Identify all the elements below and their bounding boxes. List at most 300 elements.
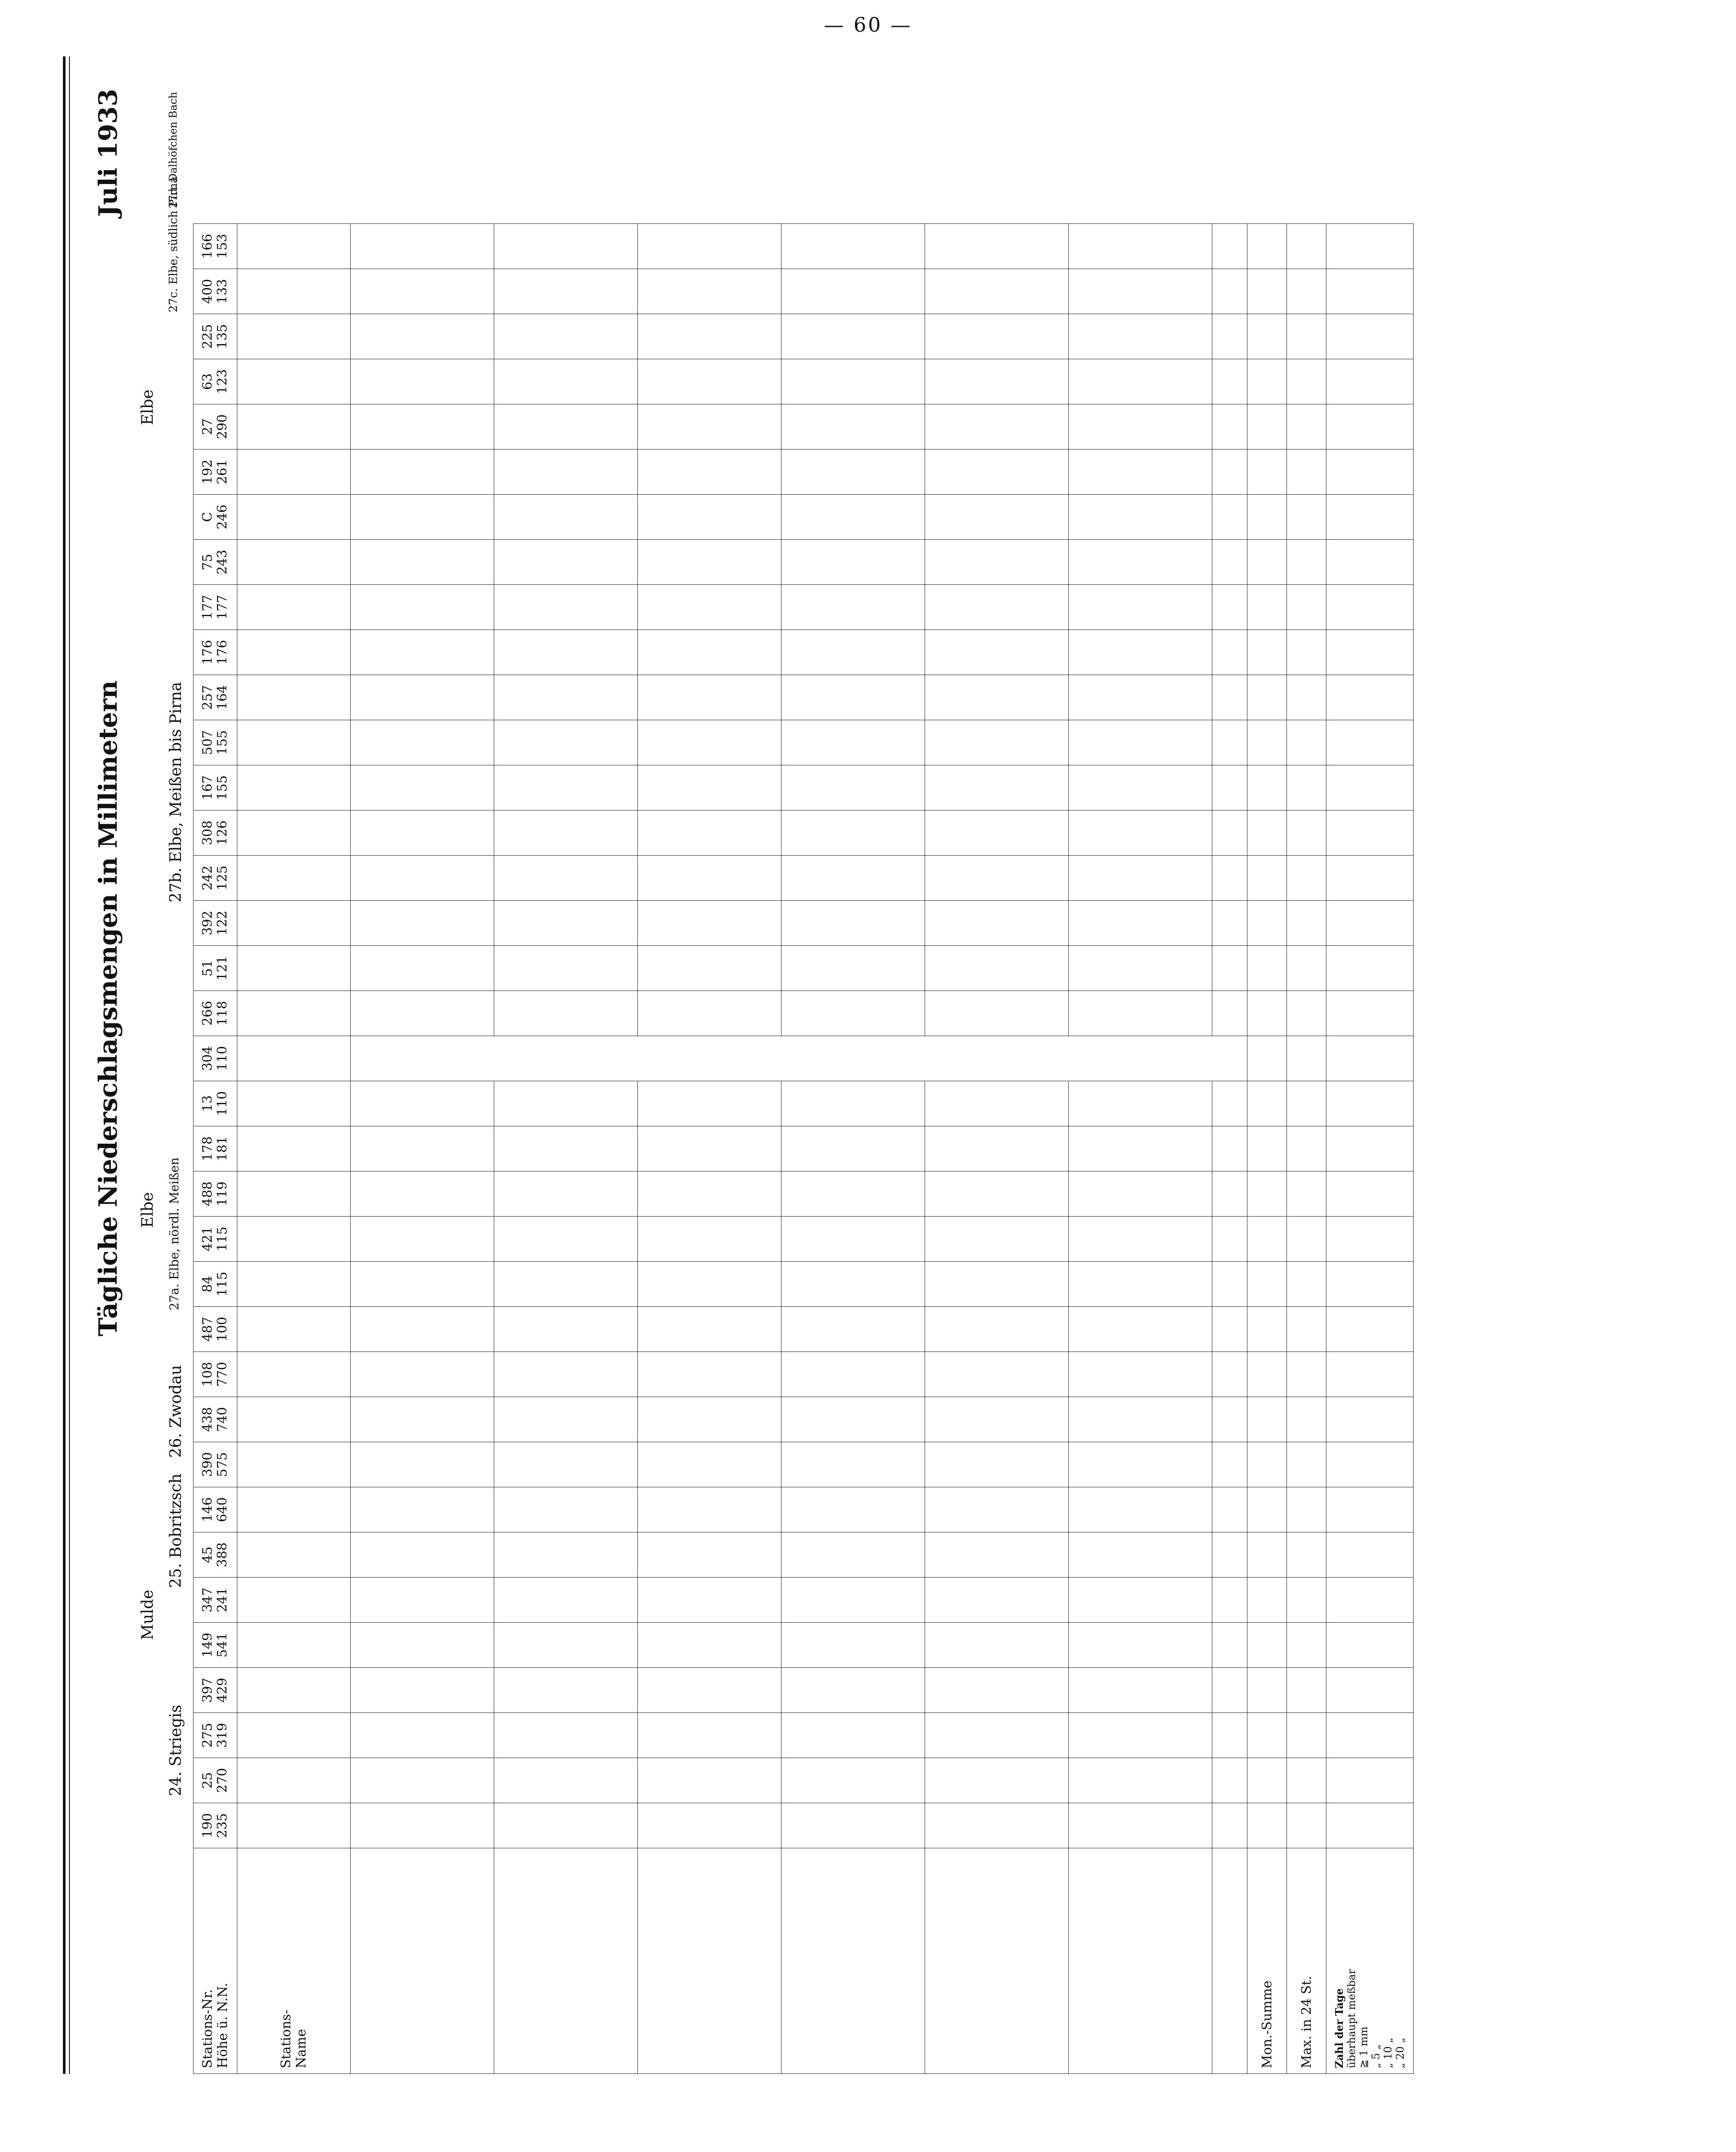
daily-values-cell bbox=[925, 585, 1069, 630]
subgroup-striegis: 24. Striegis bbox=[167, 1705, 185, 1796]
daily-values-cell bbox=[638, 224, 781, 269]
daily-values-cell bbox=[781, 946, 925, 991]
count-rows: überhaupt meßbar ≧ 1 mm „ 5 „ „ 10 „ „ 20 „ bbox=[1345, 1969, 1406, 2068]
daily-values-cell bbox=[781, 1487, 925, 1532]
daily-values-cell bbox=[1212, 1126, 1247, 1171]
daily-values-cell bbox=[1212, 991, 1247, 1036]
group-elbe-2: Elbe bbox=[139, 389, 157, 425]
daily-values-cell bbox=[351, 1442, 494, 1487]
max-24h-cell bbox=[1287, 359, 1326, 404]
daily-values-cell bbox=[781, 1623, 925, 1668]
daily-values-cell bbox=[351, 630, 494, 675]
daily-values-cell bbox=[638, 1126, 781, 1171]
daily-values-cell bbox=[638, 675, 781, 720]
daily-values-cell bbox=[494, 314, 638, 359]
station-nr-cell: 192 261 bbox=[194, 449, 237, 495]
day-count-cell bbox=[1326, 224, 1414, 269]
day-count-cell bbox=[1326, 630, 1414, 675]
daily-values-cell bbox=[351, 1397, 494, 1442]
daily-values-cell bbox=[638, 630, 781, 675]
station-name-cell bbox=[237, 585, 351, 630]
daily-values-cell bbox=[351, 1352, 494, 1397]
daily-values-cell bbox=[781, 1397, 925, 1442]
row-label-count bbox=[1326, 1848, 1414, 2074]
daily-values-cell bbox=[925, 765, 1069, 810]
daily-values-cell bbox=[925, 1126, 1069, 1171]
daily-values-cell bbox=[1212, 630, 1247, 675]
daily-values-cell bbox=[638, 856, 781, 901]
daily-values-cell bbox=[351, 1487, 494, 1532]
monthly-sum-cell bbox=[1247, 1713, 1287, 1758]
daily-values-cell bbox=[925, 449, 1069, 495]
daily-values-cell bbox=[494, 404, 638, 449]
subgroup-elbe-b: 27b. Elbe, Meißen bis Pirna bbox=[167, 682, 185, 902]
day-count-cell bbox=[1326, 540, 1414, 585]
daily-values-cell bbox=[925, 495, 1069, 540]
daily-values-cell bbox=[781, 1126, 925, 1171]
daily-values-cell bbox=[351, 1713, 494, 1758]
day-count-cell bbox=[1326, 1668, 1414, 1713]
daily-values-cell bbox=[1069, 1803, 1212, 1848]
monthly-sum-cell bbox=[1247, 1487, 1287, 1532]
day-count-cell bbox=[1326, 991, 1414, 1036]
daily-values-cell bbox=[351, 946, 494, 991]
daily-values-cell bbox=[1212, 1713, 1247, 1758]
daily-values-cell bbox=[638, 1713, 781, 1758]
daily-values-cell bbox=[494, 856, 638, 901]
daily-values-cell bbox=[1069, 1081, 1212, 1126]
daily-values-cell bbox=[925, 991, 1069, 1036]
daily-values-cell bbox=[925, 720, 1069, 765]
daily-values-cell bbox=[1212, 1803, 1247, 1848]
station-name-cell bbox=[237, 810, 351, 856]
subgroup-elbe-c: 27c. Elbe, südlich Pirna bbox=[167, 176, 180, 312]
daily-values-cell bbox=[781, 540, 925, 585]
daily-values-cell bbox=[781, 1758, 925, 1803]
daily-values-cell bbox=[494, 720, 638, 765]
station-nr-cell: 84 115 bbox=[194, 1262, 237, 1307]
max-24h-cell bbox=[1287, 901, 1326, 946]
daily-values-cell bbox=[925, 1171, 1069, 1217]
max-24h-cell bbox=[1287, 1352, 1326, 1397]
daily-values-cell bbox=[494, 449, 638, 495]
station-nr-cell: 392 122 bbox=[194, 901, 237, 946]
max-24h-cell bbox=[1287, 1487, 1326, 1532]
max-24h-cell bbox=[1287, 1758, 1326, 1803]
day-count-cell bbox=[1326, 1623, 1414, 1668]
max-24h-cell bbox=[1287, 585, 1326, 630]
day-count-cell bbox=[1326, 810, 1414, 856]
group-mulde: Mulde bbox=[139, 1590, 157, 1640]
station-nr-cell: 390 575 bbox=[194, 1442, 237, 1487]
daily-values-cell bbox=[351, 314, 494, 359]
daily-values-cell bbox=[494, 675, 638, 720]
page-number: — 60 — bbox=[824, 13, 912, 36]
daily-values-cell bbox=[494, 1803, 638, 1848]
monthly-sum-cell bbox=[1247, 1758, 1287, 1803]
daily-values-cell bbox=[925, 540, 1069, 585]
station-nr-cell: 178 181 bbox=[194, 1126, 237, 1171]
monthly-sum-cell bbox=[1247, 675, 1287, 720]
daily-values-cell bbox=[351, 1126, 494, 1171]
monthly-sum-cell bbox=[1247, 1803, 1287, 1848]
daily-values-cell bbox=[638, 495, 781, 540]
daily-values-cell bbox=[351, 269, 494, 314]
station-name-cell bbox=[237, 1668, 351, 1713]
rotated-table-canvas bbox=[63, 0, 1736, 2074]
daily-values-cell bbox=[494, 1487, 638, 1532]
station-name-cell bbox=[237, 901, 351, 946]
daily-values-cell bbox=[781, 1668, 925, 1713]
station-name-cell bbox=[237, 1262, 351, 1307]
daily-values-cell bbox=[1212, 946, 1247, 991]
daily-values-cell bbox=[351, 1668, 494, 1713]
daily-values-cell bbox=[925, 1532, 1069, 1578]
daily-values-cell bbox=[638, 1307, 781, 1352]
daily-values-cell bbox=[1069, 946, 1212, 991]
day-count-cell bbox=[1326, 675, 1414, 720]
daily-values-cell bbox=[1069, 359, 1212, 404]
daily-values-cell bbox=[638, 946, 781, 991]
station-name-cell bbox=[237, 224, 351, 269]
daily-values-cell bbox=[638, 1217, 781, 1262]
station-name-cell bbox=[237, 946, 351, 991]
monthly-sum-cell bbox=[1247, 1217, 1287, 1262]
daily-values-cell bbox=[638, 765, 781, 810]
daily-values-cell bbox=[638, 1623, 781, 1668]
max-24h-cell bbox=[1287, 1171, 1326, 1217]
daily-values-cell bbox=[1212, 359, 1247, 404]
max-24h-cell bbox=[1287, 1036, 1326, 1081]
max-24h-cell bbox=[1287, 991, 1326, 1036]
daily-values-cell bbox=[638, 1262, 781, 1307]
monthly-sum-cell bbox=[1247, 1352, 1287, 1397]
station-name-cell bbox=[237, 1081, 351, 1126]
daily-values-cell bbox=[1069, 765, 1212, 810]
monthly-sum-cell bbox=[1247, 404, 1287, 449]
daily-values-cell bbox=[1069, 1623, 1212, 1668]
station-nr-cell: 108 770 bbox=[194, 1352, 237, 1397]
daily-values-cell bbox=[1212, 449, 1247, 495]
daily-values-cell bbox=[925, 1217, 1069, 1262]
top-rule-thin bbox=[69, 56, 70, 2074]
day-count-cell bbox=[1326, 946, 1414, 991]
station-name-cell bbox=[237, 359, 351, 404]
station-nr-cell: 397 429 bbox=[194, 1668, 237, 1713]
daily-values-cell bbox=[781, 314, 925, 359]
daily-values-cell bbox=[638, 1803, 781, 1848]
daily-values-cell bbox=[781, 1217, 925, 1262]
table-row bbox=[1326, 224, 1414, 2074]
station-name-cell bbox=[237, 1307, 351, 1352]
max-24h-cell bbox=[1287, 1442, 1326, 1487]
daily-values-cell bbox=[1069, 1578, 1212, 1623]
daily-values-cell bbox=[494, 1126, 638, 1171]
station-name-cell bbox=[237, 1623, 351, 1668]
station-nr-cell: 25 270 bbox=[194, 1758, 237, 1803]
max-24h-cell bbox=[1287, 1578, 1326, 1623]
day-count-cell bbox=[1326, 1262, 1414, 1307]
daily-values-cell bbox=[781, 1262, 925, 1307]
daily-values-cell bbox=[351, 810, 494, 856]
daily-values-cell bbox=[494, 810, 638, 856]
station-name-cell bbox=[237, 269, 351, 314]
daily-values-cell bbox=[1069, 1352, 1212, 1397]
daily-values-cell bbox=[1212, 1487, 1247, 1532]
daily-values-cell bbox=[1212, 810, 1247, 856]
daily-values-cell bbox=[638, 901, 781, 946]
daily-values-cell bbox=[781, 495, 925, 540]
daily-values-cell bbox=[1069, 810, 1212, 856]
max-24h-cell bbox=[1287, 449, 1326, 495]
day-count-cell bbox=[1326, 1487, 1414, 1532]
daily-values-cell bbox=[925, 1623, 1069, 1668]
daily-values-cell bbox=[925, 630, 1069, 675]
daily-values-cell bbox=[351, 1623, 494, 1668]
station-name-cell bbox=[237, 1487, 351, 1532]
daily-values-cell bbox=[1069, 1126, 1212, 1171]
daily-values-cell bbox=[925, 1578, 1069, 1623]
daily-values-cell bbox=[638, 540, 781, 585]
daily-values-cell bbox=[351, 585, 494, 630]
station-name-cell bbox=[237, 1217, 351, 1262]
day-number-group bbox=[494, 1848, 638, 2074]
daily-values-cell bbox=[925, 359, 1069, 404]
daily-values-cell bbox=[1212, 1532, 1247, 1578]
daily-values-cell bbox=[1212, 1262, 1247, 1307]
station-name-cell bbox=[237, 991, 351, 1036]
subgroup-elbe-a: 27a. Elbe, nördl. Meißen bbox=[167, 1157, 181, 1310]
station-nr-cell: 347 241 bbox=[194, 1578, 237, 1623]
daily-values-cell bbox=[1069, 901, 1212, 946]
max-24h-cell bbox=[1287, 1307, 1326, 1352]
max-24h-cell bbox=[1287, 1126, 1326, 1171]
monthly-sum-cell bbox=[1247, 359, 1287, 404]
daily-values-cell bbox=[638, 1487, 781, 1532]
daily-values-cell bbox=[1069, 1758, 1212, 1803]
row-label-station-name: Stations- Name bbox=[237, 1848, 351, 2074]
daily-values-cell bbox=[781, 404, 925, 449]
daily-values-cell bbox=[1212, 269, 1247, 314]
daily-values-cell bbox=[494, 1758, 638, 1803]
monthly-sum-cell bbox=[1247, 720, 1287, 765]
max-24h-cell bbox=[1287, 404, 1326, 449]
daily-values-cell bbox=[638, 314, 781, 359]
station-nr-cell: 45 388 bbox=[194, 1532, 237, 1578]
daily-values-cell bbox=[494, 1397, 638, 1442]
station-nr-cell: 146 640 bbox=[194, 1487, 237, 1532]
daily-values-cell bbox=[1212, 1171, 1247, 1217]
daily-values-cell bbox=[351, 1262, 494, 1307]
daily-values-cell bbox=[351, 765, 494, 810]
daily-values-cell bbox=[1069, 495, 1212, 540]
station-name-cell bbox=[237, 1036, 351, 1081]
station-nr-cell: 400 133 bbox=[194, 269, 237, 314]
station-nr-cell: 487 100 bbox=[194, 1307, 237, 1352]
daily-values-cell bbox=[494, 1442, 638, 1487]
table-row bbox=[781, 224, 925, 2074]
daily-values-cell bbox=[494, 1623, 638, 1668]
station-name-cell bbox=[237, 856, 351, 901]
monthly-sum-cell bbox=[1247, 1623, 1287, 1668]
monthly-sum-cell bbox=[1247, 901, 1287, 946]
subgroup-bobritzsch: 25. Bobritzsch bbox=[167, 1473, 185, 1588]
table-row bbox=[1287, 224, 1326, 2074]
daily-values-cell bbox=[925, 810, 1069, 856]
daily-values-cell bbox=[351, 359, 494, 404]
table-row bbox=[194, 224, 237, 2074]
daily-values-cell bbox=[1212, 585, 1247, 630]
daily-values-cell bbox=[781, 765, 925, 810]
daily-values-cell bbox=[781, 901, 925, 946]
daily-values-cell bbox=[925, 1713, 1069, 1758]
station-name-cell bbox=[237, 1803, 351, 1848]
daily-values-cell bbox=[781, 1171, 925, 1217]
daily-values-cell bbox=[351, 1081, 494, 1126]
daily-values-cell bbox=[351, 1758, 494, 1803]
station-nr-cell: 75 243 bbox=[194, 540, 237, 585]
station-name-cell bbox=[237, 1397, 351, 1442]
daily-values-cell bbox=[781, 1803, 925, 1848]
daily-values-cell bbox=[1212, 901, 1247, 946]
daily-values-cell bbox=[638, 810, 781, 856]
day-count-cell bbox=[1326, 314, 1414, 359]
monthly-sum-cell bbox=[1247, 269, 1287, 314]
daily-values-cell bbox=[925, 269, 1069, 314]
station-nr-cell: 166 153 bbox=[194, 224, 237, 269]
monthly-sum-cell bbox=[1247, 449, 1287, 495]
daily-values-cell bbox=[925, 1668, 1069, 1713]
daily-values-cell bbox=[781, 1081, 925, 1126]
monthly-sum-cell bbox=[1247, 224, 1287, 269]
table-row bbox=[237, 224, 351, 2074]
daily-values-cell bbox=[494, 224, 638, 269]
daily-values-cell bbox=[494, 540, 638, 585]
station-nr-cell: 266 118 bbox=[194, 991, 237, 1036]
station-nr-cell: 507 155 bbox=[194, 720, 237, 765]
daily-values-cell bbox=[351, 1307, 494, 1352]
daily-values-cell bbox=[1069, 991, 1212, 1036]
day-count-cell bbox=[1326, 1217, 1414, 1262]
station-nr-cell: 308 126 bbox=[194, 810, 237, 856]
daily-values-cell bbox=[494, 1352, 638, 1397]
daily-values-cell bbox=[781, 449, 925, 495]
table-row bbox=[925, 224, 1069, 2074]
monthly-sum-cell bbox=[1247, 1262, 1287, 1307]
row-label-station-nr: Stations-Nr. Höhe ü. N.N. bbox=[194, 1848, 237, 2074]
day-count-cell bbox=[1326, 359, 1414, 404]
station-nr-cell: 190 235 bbox=[194, 1803, 237, 1848]
daily-values-cell bbox=[638, 449, 781, 495]
station-nr-cell: 257 164 bbox=[194, 675, 237, 720]
daily-values-cell bbox=[638, 1397, 781, 1442]
daily-values-cell bbox=[351, 495, 494, 540]
daily-values-cell bbox=[638, 359, 781, 404]
daily-values-cell bbox=[1212, 540, 1247, 585]
max-24h-cell bbox=[1287, 1262, 1326, 1307]
monthly-sum-cell bbox=[1247, 540, 1287, 585]
daily-values-cell bbox=[781, 359, 925, 404]
daily-values-cell bbox=[638, 1532, 781, 1578]
daily-values-cell bbox=[781, 720, 925, 765]
station-nr-cell: 176 176 bbox=[194, 630, 237, 675]
day-number-group bbox=[1212, 1848, 1247, 2074]
daily-values-cell bbox=[1069, 540, 1212, 585]
day-count-cell bbox=[1326, 1442, 1414, 1487]
daily-values-cell bbox=[494, 585, 638, 630]
day-count-cell bbox=[1326, 1713, 1414, 1758]
station-name-cell bbox=[237, 765, 351, 810]
daily-values-cell bbox=[925, 1081, 1069, 1126]
day-count-cell bbox=[1326, 404, 1414, 449]
day-count-cell bbox=[1326, 1081, 1414, 1126]
daily-values-cell bbox=[638, 720, 781, 765]
daily-values-cell bbox=[1069, 1397, 1212, 1442]
daily-values-cell bbox=[638, 1442, 781, 1487]
daily-values-cell bbox=[494, 1578, 638, 1623]
daily-values-cell bbox=[351, 1217, 494, 1262]
daily-values-cell bbox=[1069, 314, 1212, 359]
monthly-sum-cell bbox=[1247, 314, 1287, 359]
daily-values-cell bbox=[1069, 1487, 1212, 1532]
daily-values-cell bbox=[494, 359, 638, 404]
monthly-sum-cell bbox=[1247, 991, 1287, 1036]
count-title: Zahl der Tage bbox=[1333, 1988, 1345, 2068]
daily-values-cell bbox=[1212, 1397, 1247, 1442]
daily-values-cell bbox=[1212, 1217, 1247, 1262]
daily-values-cell bbox=[1069, 675, 1212, 720]
daily-values-cell bbox=[494, 1713, 638, 1758]
station-name-cell bbox=[237, 1171, 351, 1217]
daily-values-cell bbox=[494, 495, 638, 540]
max-24h-cell bbox=[1287, 720, 1326, 765]
daily-values-cell bbox=[925, 1442, 1069, 1487]
daily-values-cell bbox=[351, 449, 494, 495]
daily-values-cell bbox=[781, 269, 925, 314]
daily-values-cell bbox=[494, 901, 638, 946]
daily-values-cell bbox=[781, 810, 925, 856]
daily-values-cell bbox=[1212, 1668, 1247, 1713]
day-count-cell bbox=[1326, 449, 1414, 495]
daily-values-cell bbox=[781, 1713, 925, 1758]
day-count-cell bbox=[1326, 1352, 1414, 1397]
max-24h-cell bbox=[1287, 1532, 1326, 1578]
daily-values-cell bbox=[1212, 856, 1247, 901]
daily-values-cell bbox=[925, 314, 1069, 359]
day-count-cell bbox=[1326, 1758, 1414, 1803]
daily-values-cell bbox=[781, 1578, 925, 1623]
daily-values-cell bbox=[638, 1668, 781, 1713]
daily-values-cell bbox=[925, 1758, 1069, 1803]
max-24h-cell bbox=[1287, 630, 1326, 675]
max-24h-cell bbox=[1287, 1081, 1326, 1126]
station-name-cell bbox=[237, 1442, 351, 1487]
daily-values-cell bbox=[638, 1352, 781, 1397]
day-count-cell bbox=[1326, 1036, 1414, 1081]
daily-values-cell bbox=[638, 1081, 781, 1126]
monthly-sum-cell bbox=[1247, 1532, 1287, 1578]
table-row bbox=[638, 224, 781, 2074]
daily-values-cell bbox=[351, 901, 494, 946]
day-count-cell bbox=[1326, 1578, 1414, 1623]
day-count-cell bbox=[1326, 1171, 1414, 1217]
table-row bbox=[1069, 224, 1212, 2074]
daily-values-cell bbox=[1069, 630, 1212, 675]
daily-values-cell bbox=[351, 991, 494, 1036]
monthly-sum-cell bbox=[1247, 856, 1287, 901]
subgroup-zwodau: 26. Zwodau bbox=[167, 1365, 185, 1458]
table-title: Tägliche Niederschlagsmengen in Millimetern bbox=[93, 680, 123, 1336]
